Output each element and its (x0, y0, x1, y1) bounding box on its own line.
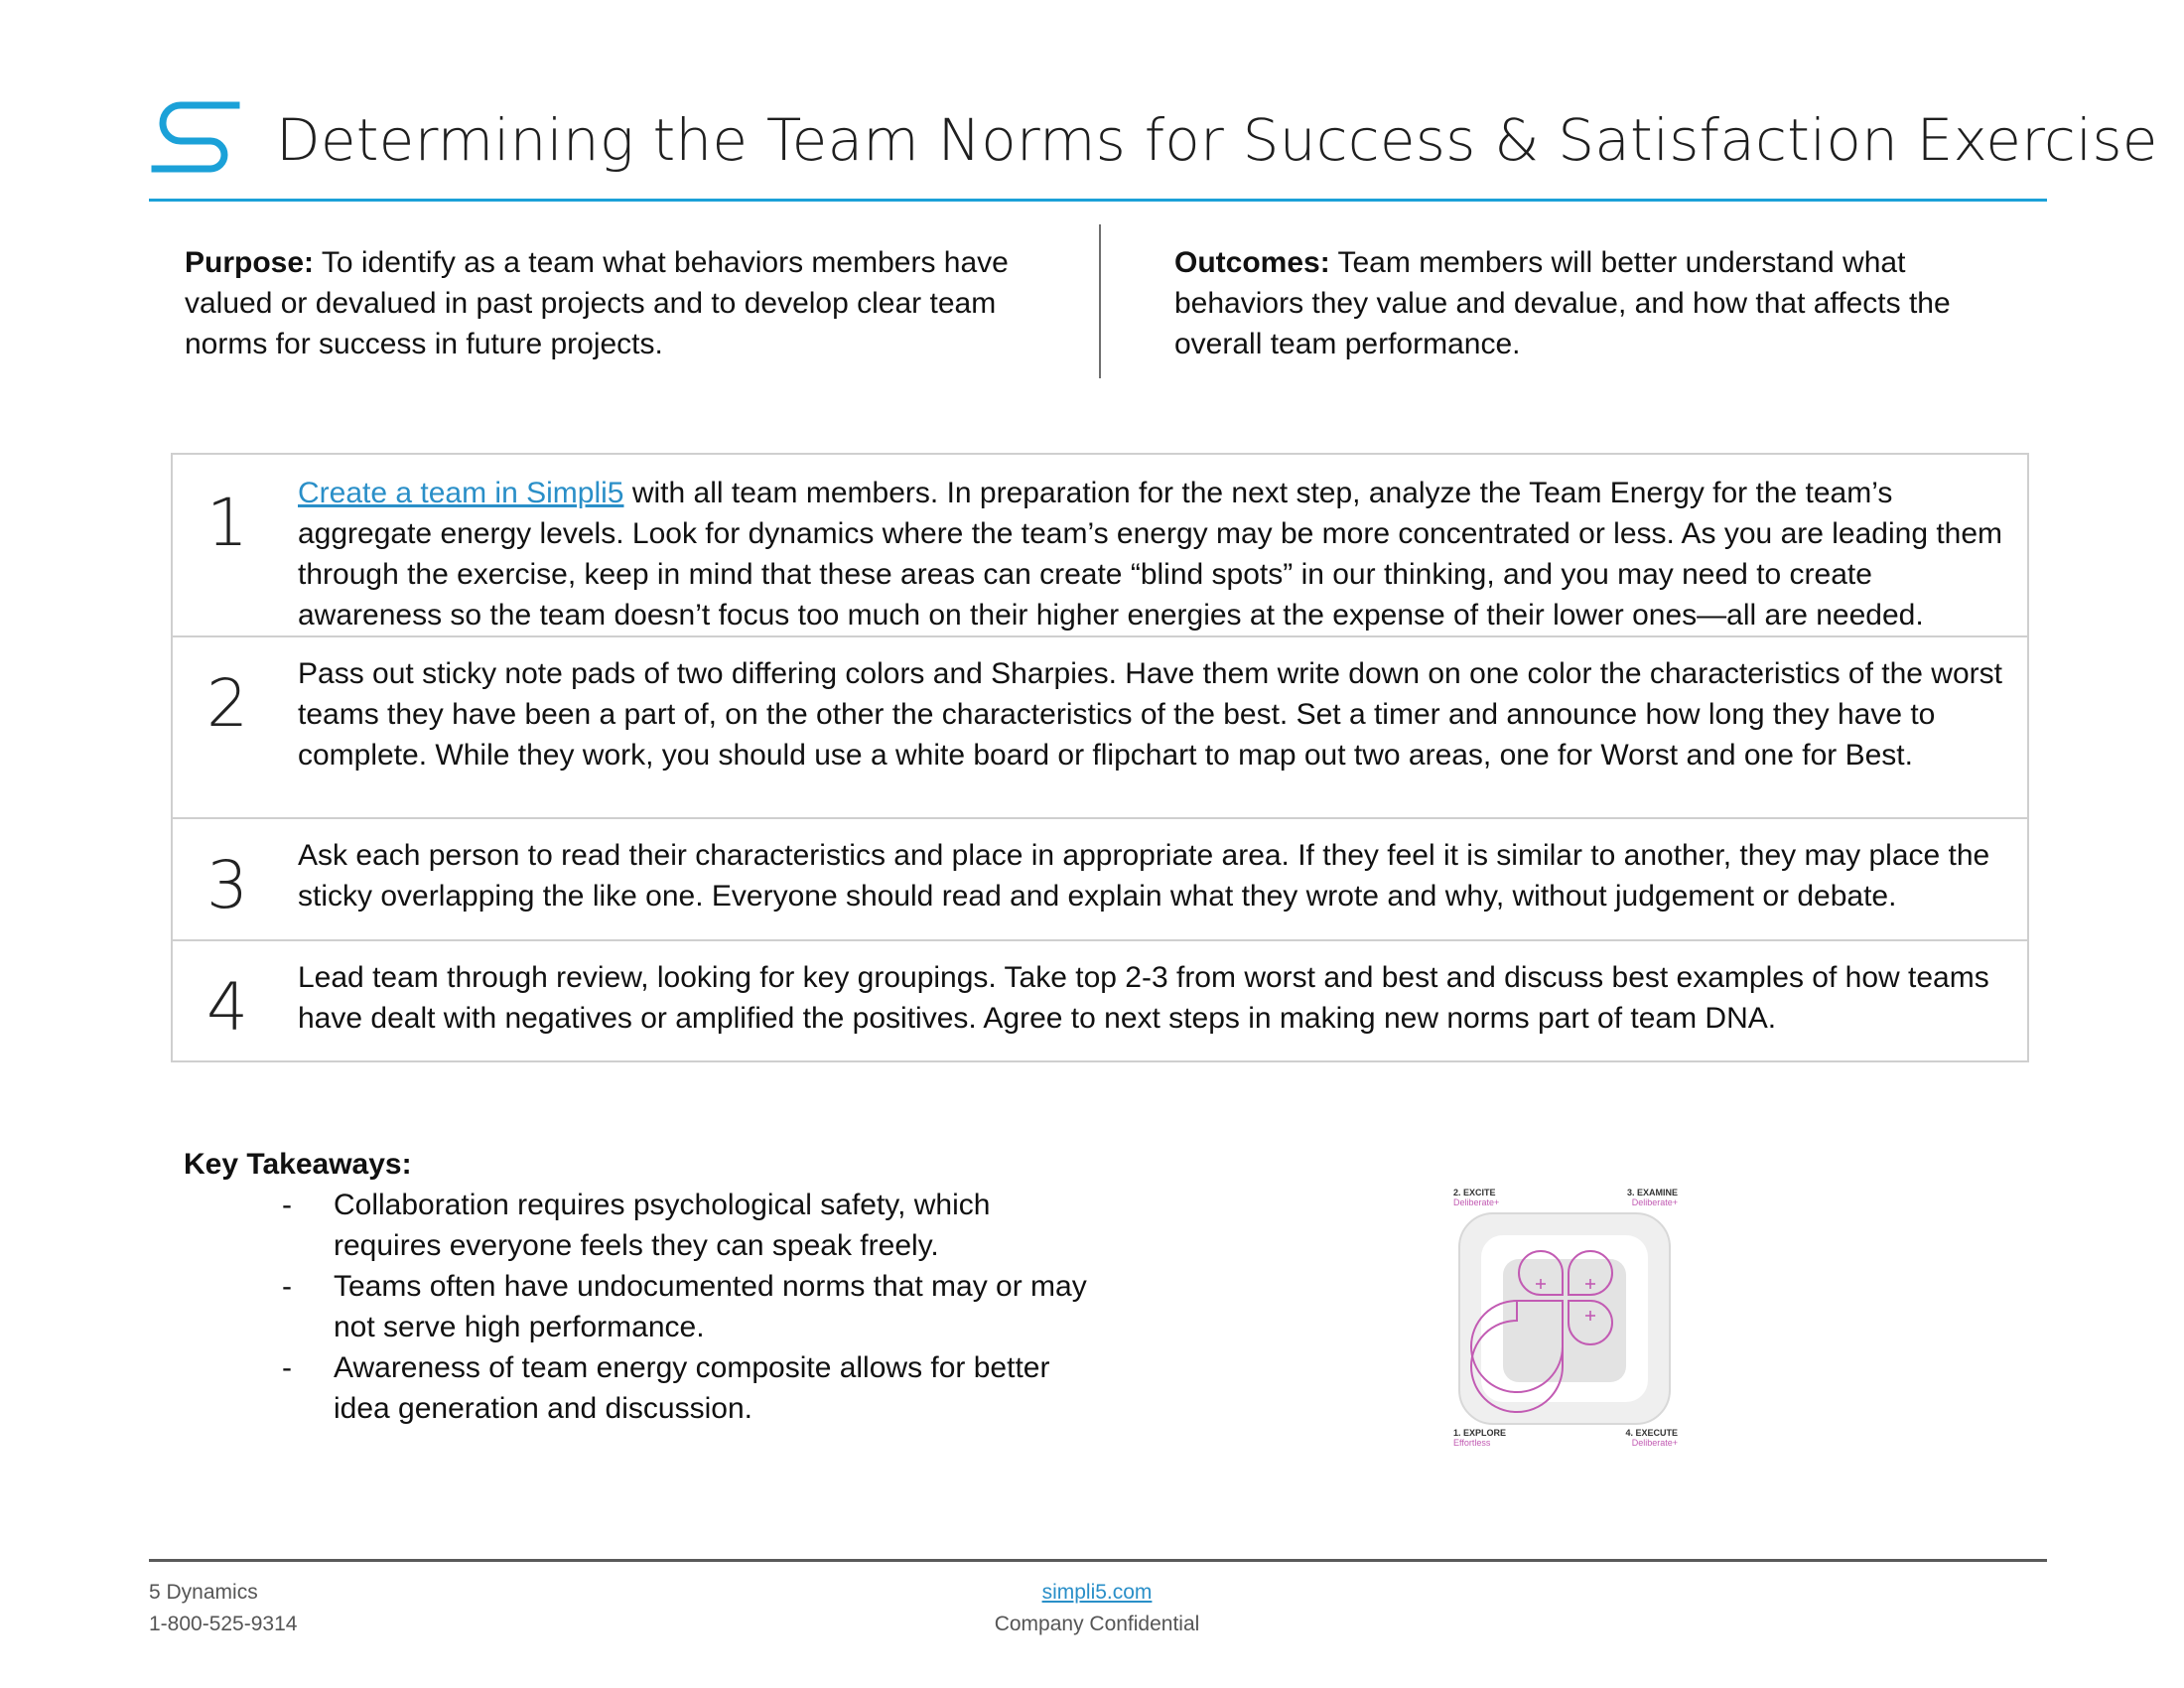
header-divider (149, 199, 2047, 202)
step-number: 2 (206, 665, 248, 742)
step-row (173, 635, 2027, 817)
footer-contact (149, 1577, 297, 1640)
step-text-body: with all team members. In preparation for the next step, analyze the Team Energy for the team’s aggregate energy levels. Look for dynamics where the team’s energy may be more concentrated or less. As you are leading them through the exercise, keep in mind that these areas can create “blind spots” in our thinking, and you may need to create awareness so the team doesn’t focus too much on their higher energies at the expense of their lower ones—all are needed. (298, 477, 2003, 632)
quadrant-level: Effortless (1453, 1438, 1491, 1448)
quadrant-title: 4. EXECUTE (1625, 1428, 1678, 1438)
key-takeaways-list (278, 1185, 1102, 1429)
create-team-link[interactable]: Create a team in Simpli5 (298, 477, 624, 509)
step-row (173, 817, 2027, 939)
quadrant-level: Deliberate+ (1631, 1197, 1678, 1207)
purpose-label: Purpose: (185, 246, 315, 279)
step-number: 3 (206, 847, 248, 923)
takeaway-text: Awareness of team energy composite allows for better idea generation and discussion. (334, 1351, 1050, 1425)
step-text (298, 473, 2015, 635)
outcomes-section (1174, 242, 2038, 364)
footer-phone: 1-800-525-9314 (149, 1613, 298, 1635)
step-row (173, 455, 2027, 635)
step-text: Pass out sticky note pads of two differing colors and Sharpies. Have them write down on one color the characteristics of the worst teams they have been a part of, on the other the characteristics of the best. Set a timer and announce how long they have to complete. While they work, you should use a white board or flipchart to map out two areas, one for Worst and one for Best. (298, 657, 2002, 772)
footer-company: 5 Dynamics (149, 1581, 258, 1604)
step-number: 4 (206, 969, 248, 1046)
simpli5-logo-icon (149, 87, 242, 181)
bullet-dash: - (282, 1270, 292, 1303)
website-link[interactable]: simpli5.com (1041, 1581, 1153, 1604)
key-takeaways-heading: Key Takeaways: (184, 1148, 412, 1181)
footer-center (893, 1577, 1300, 1640)
step-number: 1 (206, 485, 248, 561)
quadrant-level: Deliberate+ (1453, 1197, 1500, 1207)
purpose-text: To identify as a team what behaviors members have valued or devalued in past projects and to develop clear team norms for success in future projects. (185, 246, 1009, 360)
quadrant-title: 2. EXCITE (1453, 1188, 1496, 1197)
step-row (173, 939, 2027, 1060)
list-item (278, 1266, 1102, 1347)
footer-confidentiality: Company Confidential (994, 1613, 1200, 1635)
footer-divider (149, 1559, 2047, 1562)
outcomes-text: Team members will better understand what behaviors they value and devalue, and how that affects the overall team performance. (1174, 246, 1951, 360)
takeaway-text: Collaboration requires psychological safety, which requires everyone feels they can speak freely. (334, 1189, 991, 1262)
list-item (278, 1185, 1102, 1266)
outcomes-label: Outcomes: (1174, 246, 1330, 279)
page-title: Determining the Team Norms for Success & Satisfaction Exercise (276, 106, 2158, 174)
intro-divider (1099, 224, 1101, 378)
quadrant-level: Deliberate+ (1631, 1438, 1678, 1448)
bullet-dash: - (282, 1351, 292, 1384)
step-text: Lead team through review, looking for key groupings. Take top 2-3 from worst and best and discuss best examples of how teams have dealt with negatives or amplified the positives. Agree to next steps in making new norms part of team DNA. (298, 961, 1989, 1035)
bullet-dash: - (282, 1189, 292, 1221)
quadrant-title: 3. EXAMINE (1626, 1188, 1678, 1197)
steps-table (171, 453, 2029, 1062)
purpose-section (185, 242, 1058, 364)
list-item (278, 1347, 1102, 1429)
takeaway-text: Teams often have undocumented norms that may or may not serve high performance. (334, 1270, 1087, 1343)
quadrant-title: 1. EXPLORE (1453, 1428, 1507, 1438)
team-energy-map-icon (1451, 1182, 1680, 1452)
step-text: Ask each person to read their characteristics and place in appropriate area. If they feel it is similar to another, they may place the sticky overlapping the like one. Everyone should read and explain what they wrote and why, without judgement or debate. (298, 839, 1990, 913)
